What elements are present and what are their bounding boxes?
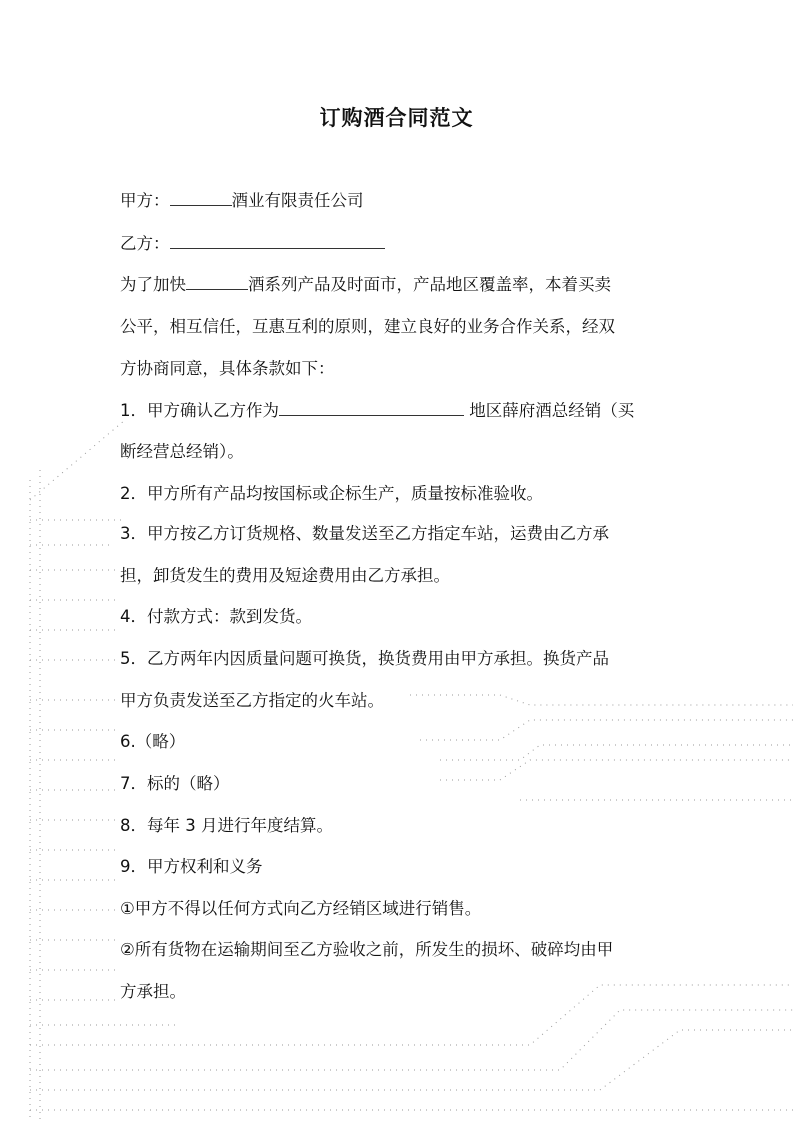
intro-text-b: 酒系列产品及时面市，产品地区覆盖率，本着买卖 [248, 275, 611, 294]
clause-7: 7．标的（略） [120, 774, 230, 793]
clause-8: 8．每年 3 月进行年度结算。 [120, 816, 333, 835]
clause-1-text-a: 1．甲方确认乙方作为 [120, 401, 279, 420]
clause-1-line-1 [120, 400, 634, 422]
clause-2: 2．甲方所有产品均按国标或企标生产，质量按标准验收。 [120, 484, 543, 503]
party-a-blank [170, 190, 232, 206]
clause-9: 9．甲方权利和义务 [120, 857, 263, 876]
clause-5-line-1: 5．乙方两年内因质量问题可换货，换货费用由甲方承担。换货产品 [120, 649, 609, 668]
clause-5-line-2: 甲方负责发送至乙方指定的火车站。 [120, 691, 384, 710]
intro-line-1 [120, 274, 611, 296]
clause-9-item-2-line-2: 方承担。 [120, 982, 186, 1001]
clause-1-text-b: 地区薛府酒总经销（买 [469, 401, 635, 420]
party-a-suffix: 酒业有限责任公司 [231, 191, 364, 210]
intro-line-3: 方协商同意，具体条款如下： [120, 359, 335, 378]
intro-text-a: 为了加快 [120, 275, 186, 294]
clause-4: 4．付款方式：款到发货。 [120, 607, 312, 626]
party-a-line [120, 190, 364, 212]
clause-3-line-2: 担，卸货发生的费用及短途费用由乙方承担。 [120, 566, 450, 585]
clause-1-blank [279, 400, 464, 416]
party-b-blank [170, 233, 385, 249]
party-a-label: 甲方： [120, 191, 170, 210]
clause-6: 6.（略） [120, 732, 186, 751]
intro-line-2: 公平，相互信任，互惠互利的原则，建立良好的业务合作关系，经双 [120, 317, 615, 336]
party-b-label: 乙方： [120, 234, 170, 253]
clause-9-item-1: ①甲方不得以任何方式向乙方经销区域进行销售。 [120, 899, 482, 918]
document-title: 订购酒合同范文 [319, 106, 474, 130]
clause-9-item-2-line-1: ②所有货物在运输期间至乙方验收之前，所发生的损坏、破碎均由甲 [120, 940, 614, 959]
party-b-line [120, 233, 385, 255]
intro-blank [186, 274, 248, 290]
clause-1-line-2: 断经营总经销）。 [120, 442, 244, 461]
clause-3-line-1: 3．甲方按乙方订货规格、数量发送至乙方指定车站，运费由乙方承 [120, 524, 609, 543]
